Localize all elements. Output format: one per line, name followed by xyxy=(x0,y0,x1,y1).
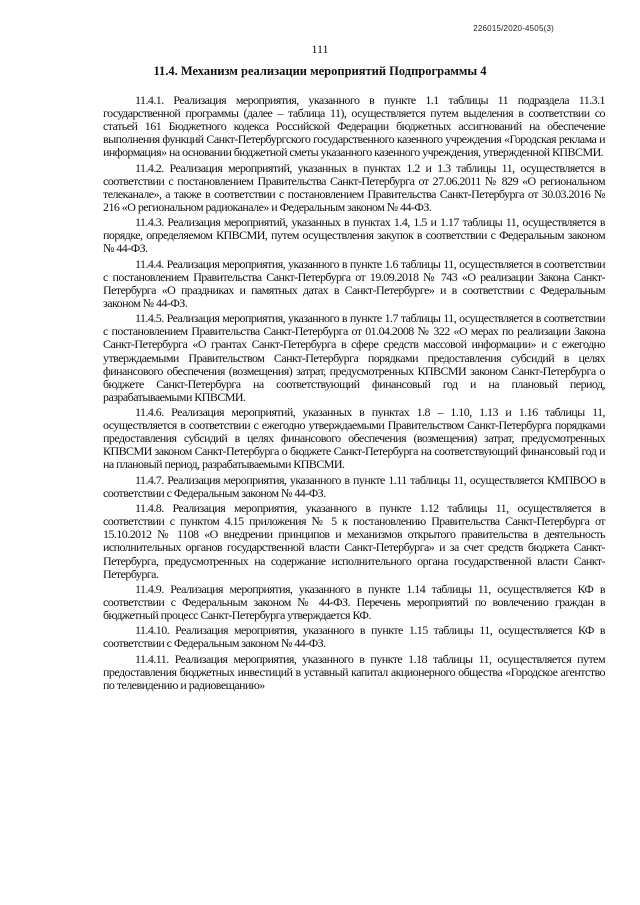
section-heading: 11.4. Механизм реализации мероприятий Подпрограммы 4 xyxy=(153,64,487,78)
paragraph-11-4-7: 11.4.7. Реализация мероприятия, указанного в пункте 1.11 таблицы 11, осуществляется КМПВОО в соответствии с Федеральным законом № 44-ФЗ. xyxy=(103,472,605,500)
paragraph-11-4-4: 11.4.4. Реализация мероприятия, указанного в пункте 1.6 таблицы 11, осуществляется в соответствии с постановлением Правительства Санкт-Петербурга от 19.09.2018 № 743 «О реализации Закона Санкт-Петербурга «О праздниках и памятных датах в Санкт-Петербурге» и в соответствии с Федеральным законом № 44-ФЗ. xyxy=(103,256,605,310)
paragraph-11-4-3: 11.4.3. Реализация мероприятий, указанных в пунктах 1.4, 1.5 и 1.17 таблицы 11, осуществляется в порядке, определяемом КПВСМИ, путем осуществления закупок в соответствии с Федеральным законом № 44-ФЗ. xyxy=(103,215,605,256)
paragraph-11-4-1: 11.4.1. Реализация мероприятия, указанного в пункте 1.1 таблицы 11 подраздела 11.3.1 государственной программы (далее – таблица 11), осуществляется путем выделения в соответствии со статьей 161 Бюджетного кодекса Российской Федерации бюджетных ассигнований на обеспечение выполнения функций Санкт-Петербургского государственного казенного учреждения «Городская реклама и информация» на основании бюджетной сметы указанного казенного учреждения, утвержденной КПВСМИ. xyxy=(103,93,605,160)
paragraph-11-4-11: 11.4.11. Реализация мероприятия, указанного в пункте 1.18 таблицы 11, осуществляется путем предоставления бюджетных инвестиций в уставный капитал акционерного общества «Городское агентство по телевидению и радиовещанию» xyxy=(103,651,605,692)
page-number: 111 xyxy=(311,42,329,56)
paragraph-11-4-2: 11.4.2. Реализация мероприятий, указанных в пунктах 1.2 и 1.3 таблицы 11, осуществляется в соответствии с постановлением Правительства Санкт-Петербурга от 27.06.2011 № 829 «О региональном телеканале», а также в соответствии с постановлением Правительства Санкт-Петербурга от 30.03.2016 № 216 «О региональном радиоканале» и Федеральным законом № 44-ФЗ. xyxy=(103,160,605,214)
paragraph-11-4-8: 11.4.8. Реализация мероприятия, указанного в пункте 1.12 таблицы 11, осуществляется в соответствии с пунктом 4.15 приложения № 5 к постановлению Правительства Санкт-Петербурга от 15.10.2012 № 1108 «О внедрении принципов и механизмов открытого правительства в деятельность исполнительных органов государственной власти Санкт-Петербурга» и за счет средств бюджета Санкт-Петербурга, предусмотренных на содержание исполнительного органа государственной власти Санкт-Петербурга. xyxy=(103,501,605,581)
paragraph-11-4-5: 11.4.5. Реализация мероприятия, указанного в пункте 1.7 таблицы 11, осуществляется в соответствии с постановлением Правительства Санкт-Петербурга от 01.04.2008 № 322 «О мерах по реализации Закона Санкт-Петербурга «О грантах Санкт-Петербурга в сфере средств массовой информации» и с ежегодно утверждаемыми Правительством Санкт-Петербурга порядками предоставления субсидий в целях финансового обеспечения (возмещения) затрат, предусмотренных КПВСМИ законом Санкт-Петербурга о бюджете Санкт-Петербурга на соответствующий финансовый год и на плановый период, разрабатываемыми КПВСМИ. xyxy=(103,311,605,404)
paragraph-11-4-6: 11.4.6. Реализация мероприятий, указанных в пунктах 1.8 – 1.10, 1.13 и 1.16 таблицы 11, осуществляется в соответствии с ежегодно утверждаемыми Правительством Санкт-Петербурга порядками предоставления субсидий в целях финансового обеспечения (возмещения) затрат, предусмотренных КПВСМИ законом Санкт-Петербурга о бюджете Санкт-Петербурга на соответствующий финансовый год и на плановый период, разрабатываемыми КПВСМИ. xyxy=(103,405,605,472)
paragraph-11-4-10: 11.4.10. Реализация мероприятия, указанного в пункте 1.15 таблицы 11, осуществляется КФ в соответствии с Федеральным законом № 44-ФЗ. xyxy=(103,623,605,651)
paragraph-11-4-9: 11.4.9. Реализация мероприятия, указанного в пункте 1.14 таблицы 11, осуществляется КФ в соответствии с Федеральным законом № 44-ФЗ. Перечень мероприятий по вовлечению граждан в бюджетный процесс Санкт-Петербурга утверждается КФ. xyxy=(103,581,605,623)
document-body xyxy=(103,94,605,694)
document-id: 226015/2020-4505(3) xyxy=(473,24,554,33)
